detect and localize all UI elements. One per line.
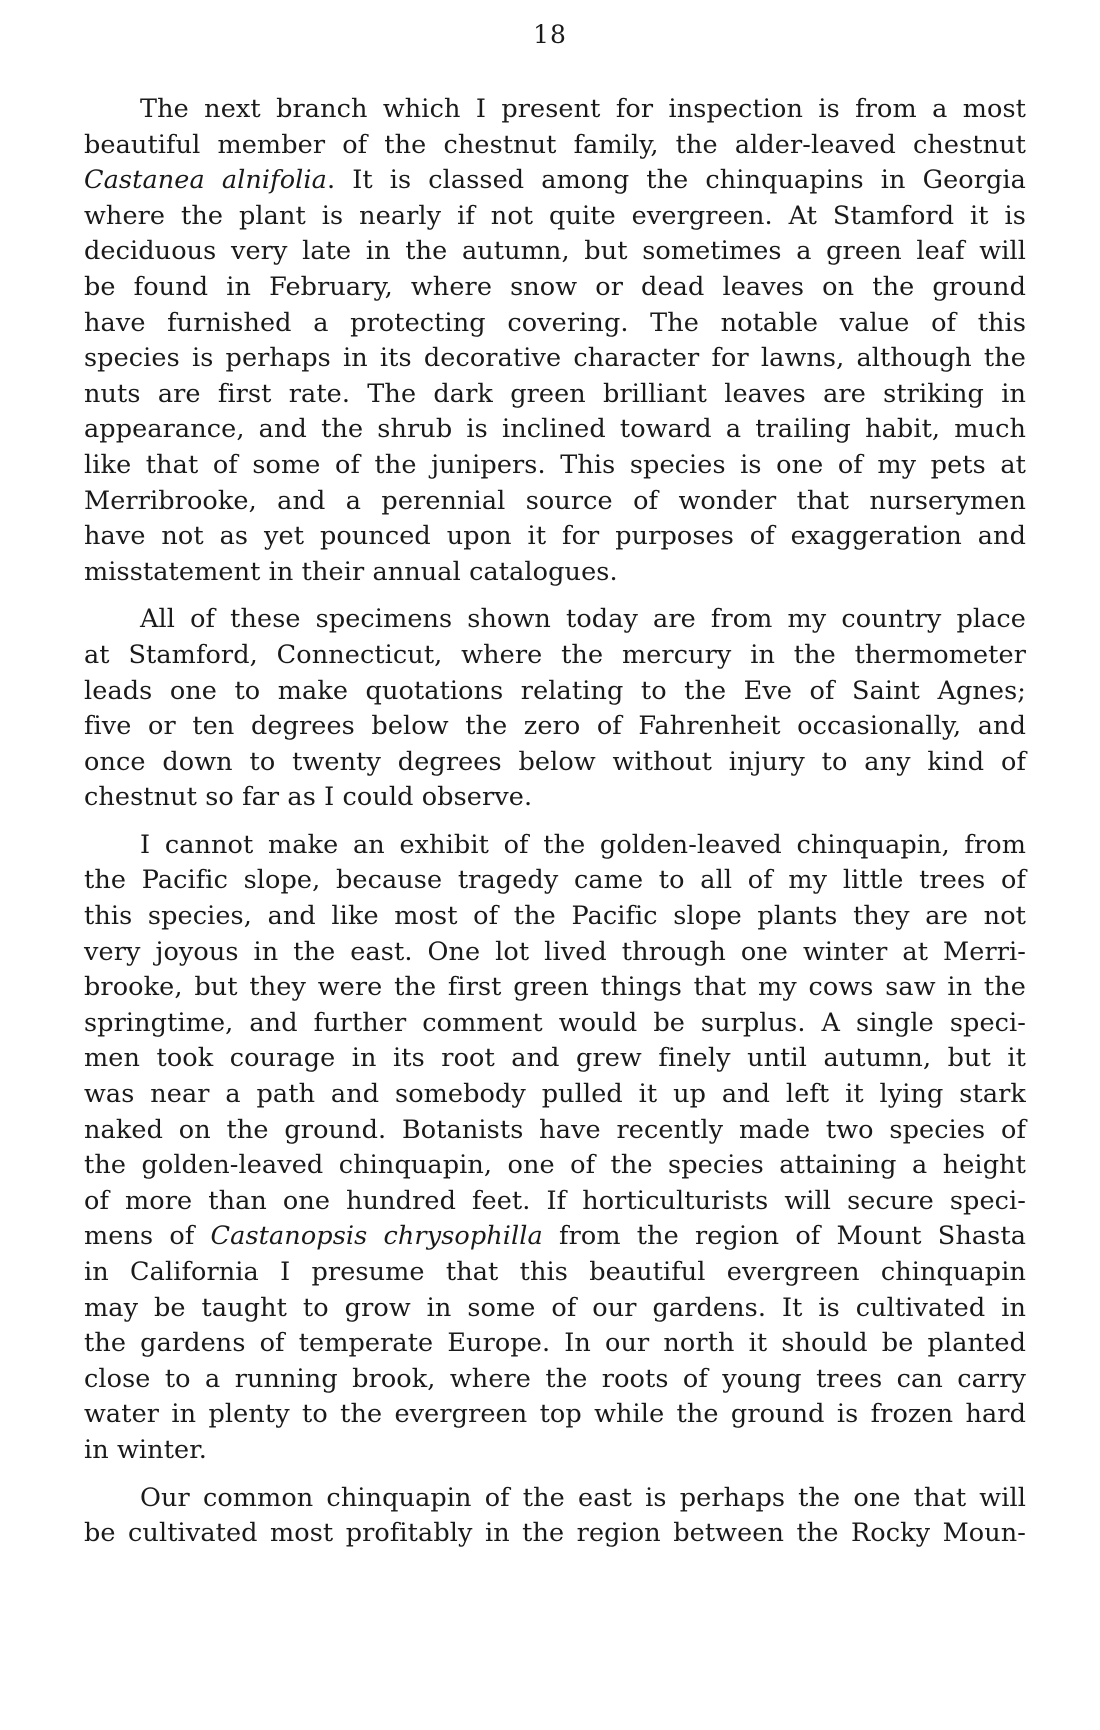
paragraph-2	[84, 602, 1026, 816]
text-line: nuts are first rate. The dark green brilliant leaves are striking in	[84, 378, 1026, 409]
page-number: 18	[533, 20, 567, 49]
text-line: like that of some of the junipers. This species is one of my pets at	[84, 449, 1026, 480]
text-line: be found in February, where snow or dead leaves on the ground	[84, 271, 1026, 302]
text-line: at Stamford, Connecticut, where the mercury in the thermometer	[84, 639, 1026, 670]
body-text	[84, 92, 1026, 1552]
text-line: in winter.	[84, 1434, 207, 1465]
text-line: five or ten degrees below the zero of Fahrenheit occasionally, and	[84, 711, 1026, 742]
latin-name: Castanopsis chrysophilla	[210, 1221, 543, 1252]
text-line: the Pacific slope, because tragedy came to all of my little trees of	[84, 865, 1026, 896]
text-line: the gardens of temperate Europe. In our north it should be planted	[84, 1328, 1026, 1359]
text-line: naked on the ground. Botanists have recently made two species of	[84, 1114, 1026, 1145]
text-line: The next branch which I present for inspection is from a most	[140, 94, 1026, 124]
text-line: of more than one hundred feet. If horticulturists will secure speci-	[84, 1185, 1026, 1216]
text-line: close to a running brook, where the roots of young trees can carry	[84, 1363, 1026, 1394]
text-line: have not as yet pounced upon it for purposes of exaggeration and	[84, 521, 1026, 552]
text-line: mens of Castanopsis chrysophilla from the region of Mount Shasta	[84, 1221, 1026, 1252]
text-line: Castanea alnifolia. It is classed among the chinquapins in Georgia	[84, 165, 1026, 196]
text-line: this species, and like most of the Pacific slope plants they are not	[84, 901, 1026, 932]
text-line: Merribrooke, and a perennial source of wonder that nurserymen	[84, 485, 1026, 516]
text-line: in California I presume that this beautiful evergreen chinquapin	[84, 1257, 1026, 1287]
text-line: leads one to make quotations relating to the Eve of Saint Agnes;	[84, 675, 1026, 706]
text-line: once down to twenty degrees below without injury to any kind of	[84, 746, 1026, 777]
text-line: was near a path and somebody pulled it up and left it lying stark	[84, 1079, 1026, 1110]
text-line: may be taught to grow in some of our gardens. It is cultivated in	[84, 1292, 1026, 1323]
text-line: deciduous very late in the autumn, but sometimes a green leaf will	[84, 236, 1026, 267]
text-line: where the plant is nearly if not quite evergreen. At Stamford it is	[84, 200, 1026, 231]
text-line: brooke, but they were the first green things that my cows saw in the	[84, 972, 1026, 1003]
text-line: water in plenty to the evergreen top while the ground is frozen hard	[84, 1399, 1026, 1430]
text-line: appearance, and the shrub is inclined toward a trailing habit, much	[84, 414, 1026, 445]
text-line: be cultivated most profitably in the region between the Rocky Moun-	[84, 1518, 1026, 1549]
paragraph-4	[84, 1481, 1026, 1552]
text-line: chestnut so far as I could observe.	[84, 782, 533, 813]
text-line: species is perhaps in its decorative character for lawns, although the	[84, 343, 1026, 374]
text-line: springtime, and further comment would be surplus. A single speci-	[84, 1007, 1026, 1038]
paragraph-3	[84, 828, 1026, 1469]
text-line: Our common chinquapin of the east is perhaps the one that will	[140, 1482, 1026, 1513]
text-line: men took courage in its root and grew finely until autumn, but it	[84, 1043, 1026, 1074]
text-line: very joyous in the east. One lot lived through one winter at Merri-	[84, 936, 1026, 967]
text-line: I cannot make an exhibit of the golden-leaved chinquapin, from	[140, 829, 1026, 860]
text-line: beautiful member of the chestnut family, the alder-leaved chestnut	[84, 129, 1026, 160]
text-line: misstatement in their annual catalogues.	[84, 556, 618, 587]
text-line: have furnished a protecting covering. The notable value of this	[84, 307, 1026, 338]
text-line: the golden-leaved chinquapin, one of the species attaining a height	[84, 1150, 1026, 1181]
text-line: All of these specimens shown today are from my country place	[140, 604, 1026, 635]
paragraph-1	[84, 92, 1026, 590]
latin-name: Castanea alnifolia	[84, 165, 327, 196]
